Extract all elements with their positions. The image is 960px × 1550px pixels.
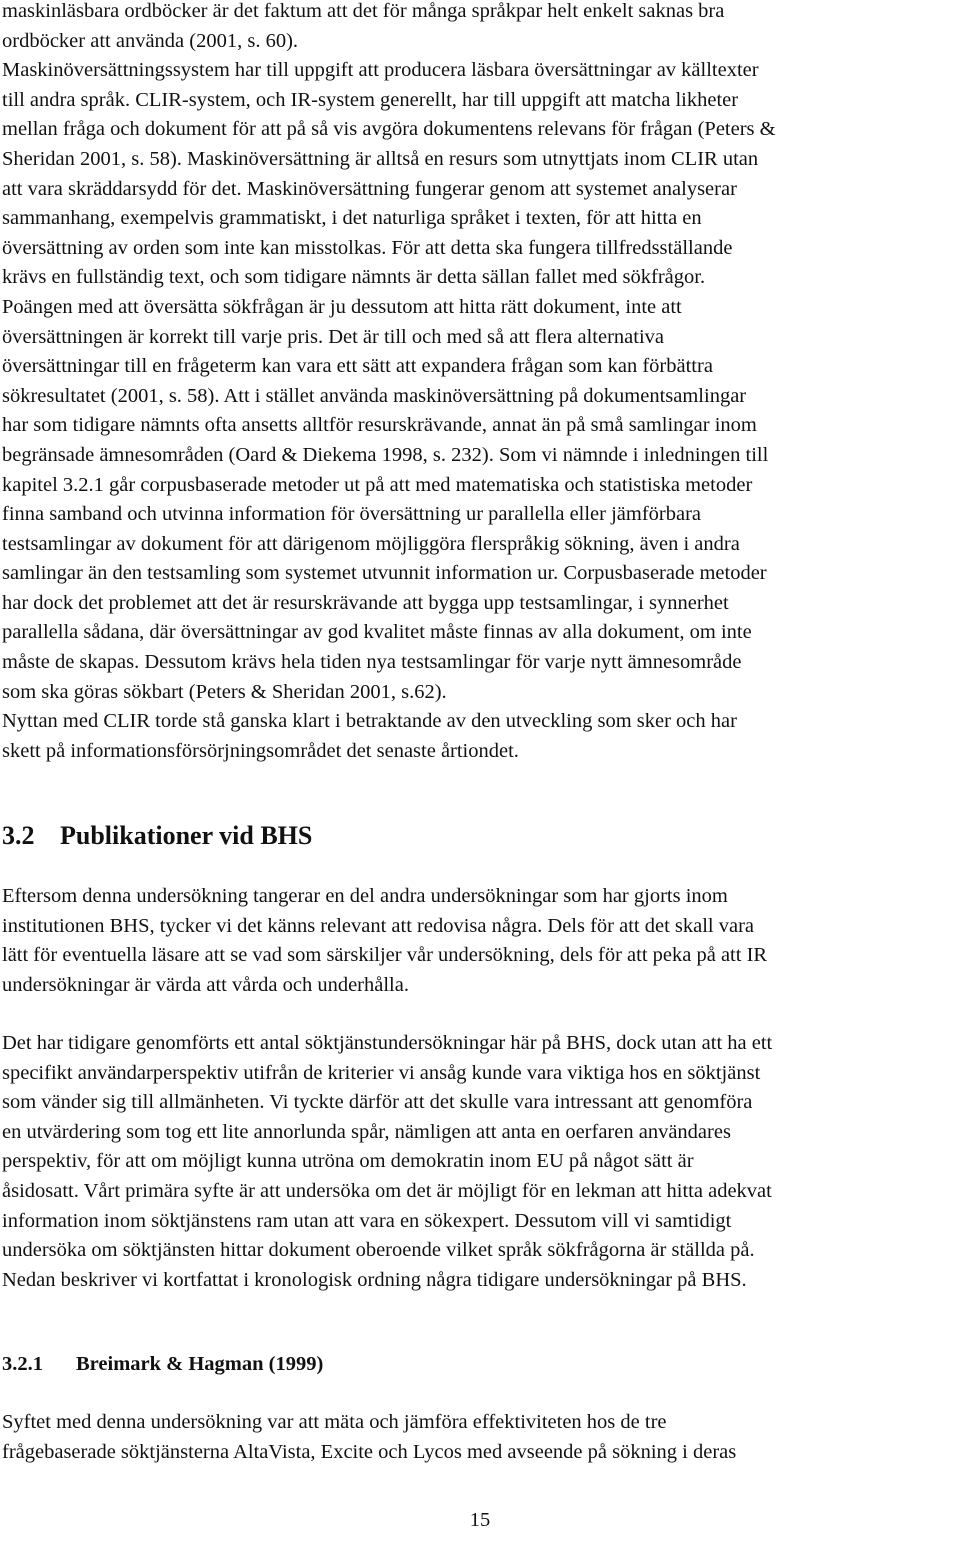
text-line: institutionen BHS, tycker vi det känns relevant att redovisa några. Dels för att det skall vara	[2, 914, 755, 937]
text-line: Sheridan 2001, s. 58). Maskinöversättning är alltså en resurs som utnyttjats inom CLIR utan	[2, 147, 759, 170]
text-line: Eftersom denna undersökning tangerar en del andra undersökningar som har gjorts inom	[2, 885, 728, 907]
text-line: krävs en fullständig text, och som tidigare nämnts är detta sällan fallet med sökfrågor.	[2, 266, 706, 289]
text-line: finna samband och utvinna information för översättning ur parallella eller jämförbara	[2, 503, 702, 526]
section-heading-3-2	[2, 820, 312, 852]
text-line: översättning av orden som inte kan misstolkas. För att detta ska fungera tillfredsställande	[2, 236, 733, 259]
text-line: information inom söktjänstens ram utan att vara en sökexpert. Dessutom vill vi samtidigt	[2, 1209, 732, 1232]
text-line: Syftet med denna undersökning var att mäta och jämföra effektiviteten hos de tre	[2, 1411, 667, 1433]
text-line: maskinläsbara ordböcker är det faktum att det för många språkpar helt enkelt saknas bra	[2, 0, 725, 22]
text-line: mellan fråga och dokument för att på så vis avgöra dokumentens relevans för frågan (Peters &	[2, 118, 776, 141]
text-line: testsamlingar av dokument för att därigenom möjliggöra flerspråkig sökning, även i andra	[2, 532, 740, 555]
paragraph-previous-studies	[2, 1029, 952, 1295]
text-line: undersöka om söktjänsten hittar dokument oberoende vilket språk sökfrågorna är ställda på.	[2, 1239, 755, 1262]
text-line: Det har tidigare genomförts ett antal söktjänstundersökningar här på BHS, dock utan att ha ett	[2, 1032, 773, 1054]
text-line: Maskinöversättningssystem har till uppgift att producera läsbara översättningar av källtexter	[2, 59, 759, 82]
section-heading-3-2-1	[2, 1350, 323, 1379]
text-line: parallella sådana, där översättningar av god kvalitet måste finnas av alla dokument, om inte	[2, 621, 752, 644]
paragraph-breimark-hagman	[2, 1408, 952, 1467]
subsection-number: 3.2.1	[2, 1353, 43, 1375]
text-line: Nyttan med CLIR torde stå ganska klart i betraktande av den utveckling som sker och har	[2, 710, 737, 733]
text-line: översättningar till en frågeterm kan vara ett sätt att expandera frågan som kan förbättra	[2, 355, 713, 378]
text-line: som vänder sig till allmänheten. Vi tyckte därför att det skulle vara intressant att genomföra	[2, 1091, 753, 1114]
text-line: till andra språk. CLIR-system, och IR-system generellt, har till uppgift att matcha likheter	[2, 88, 739, 111]
text-line: samlingar än den testsamling som systemet utvunnit information ur. Corpusbaserade metoder	[2, 562, 767, 585]
text-line: som ska göras sökbart (Peters & Sheridan 2001, s.62).	[2, 680, 447, 703]
section-title: Publikationer vid BHS	[60, 821, 313, 850]
text-line: ordböcker att använda (2001, s. 60).	[2, 29, 299, 52]
text-line: specifikt användarperspektiv utifrån de kriterier vi ansåg kunde vara viktiga hos en söktjänst	[2, 1061, 761, 1084]
text-line: sammanhang, exempelvis grammatiskt, i det naturliga språket i texten, för att hitta en	[2, 207, 702, 230]
text-line: Nedan beskriver vi kortfattat i kronologisk ordning några tidigare undersökningar på BHS.	[2, 1268, 747, 1291]
text-line: att vara skräddarsydd för det. Maskinöversättning fungerar genom att systemet analyserar	[2, 177, 737, 200]
text-line: måste de skapas. Dessutom krävs hela tiden nya testsamlingar för varje nytt ämnesområde	[2, 651, 742, 674]
text-line: undersökningar är värda att vårda och underhålla.	[2, 973, 409, 996]
text-line: perspektiv, för att om möjligt kunna utröna om demokratin inom EU på något sätt är	[2, 1150, 694, 1173]
text-line: sökresultatet (2001, s. 58). Att i stället använda maskinöversättning på dokumentsamlingar	[2, 384, 747, 407]
text-line: lätt för eventuella läsare att se vad som särskiljer vår undersökning, dels för att peka på att IR	[2, 944, 768, 967]
text-line: har som tidigare nämnts ofta ansetts alltför resurskrävande, annat än på små samlingar inom	[2, 414, 757, 437]
paragraph-clir-translation	[2, 0, 952, 766]
text-line: översättningen är korrekt till varje pris. Det är till och med så att flera alternativa	[2, 325, 665, 348]
text-line: en utvärdering som tog ett lite annorlunda spår, nämligen att anta en oerfaren användares	[2, 1120, 731, 1143]
text-line: skett på informationsförsörjningsområdet det senaste årtiondet.	[2, 739, 519, 762]
text-line: frågebaserade söktjänsterna AltaVista, Excite och Lycos med avseende på sökning i deras	[2, 1440, 737, 1463]
subsection-title: Breimark & Hagman (1999)	[76, 1353, 324, 1375]
paragraph-bhs-intro	[2, 882, 952, 1000]
text-line: har dock det problemet att det är resurskrävande att bygga upp testsamlingar, i synnerhet	[2, 591, 729, 614]
text-line: begränsade ämnesområden (Oard & Diekema 1998, s. 232). Som vi nämnde i inledningen till	[2, 443, 769, 466]
text-line: Poängen med att översätta sökfrågan är ju dessutom att hitta rätt dokument, inte att	[2, 295, 682, 318]
text-line: kapitel 3.2.1 går corpusbaserade metoder ut på att med matematiska och statistiska metoder	[2, 473, 753, 496]
section-number: 3.2	[2, 821, 35, 850]
page-number: 15	[469, 1509, 491, 1531]
text-line: åsidosatt. Vårt primära syfte är att undersöka om det är möjligt för en lekman att hitta adekvat	[2, 1179, 772, 1202]
